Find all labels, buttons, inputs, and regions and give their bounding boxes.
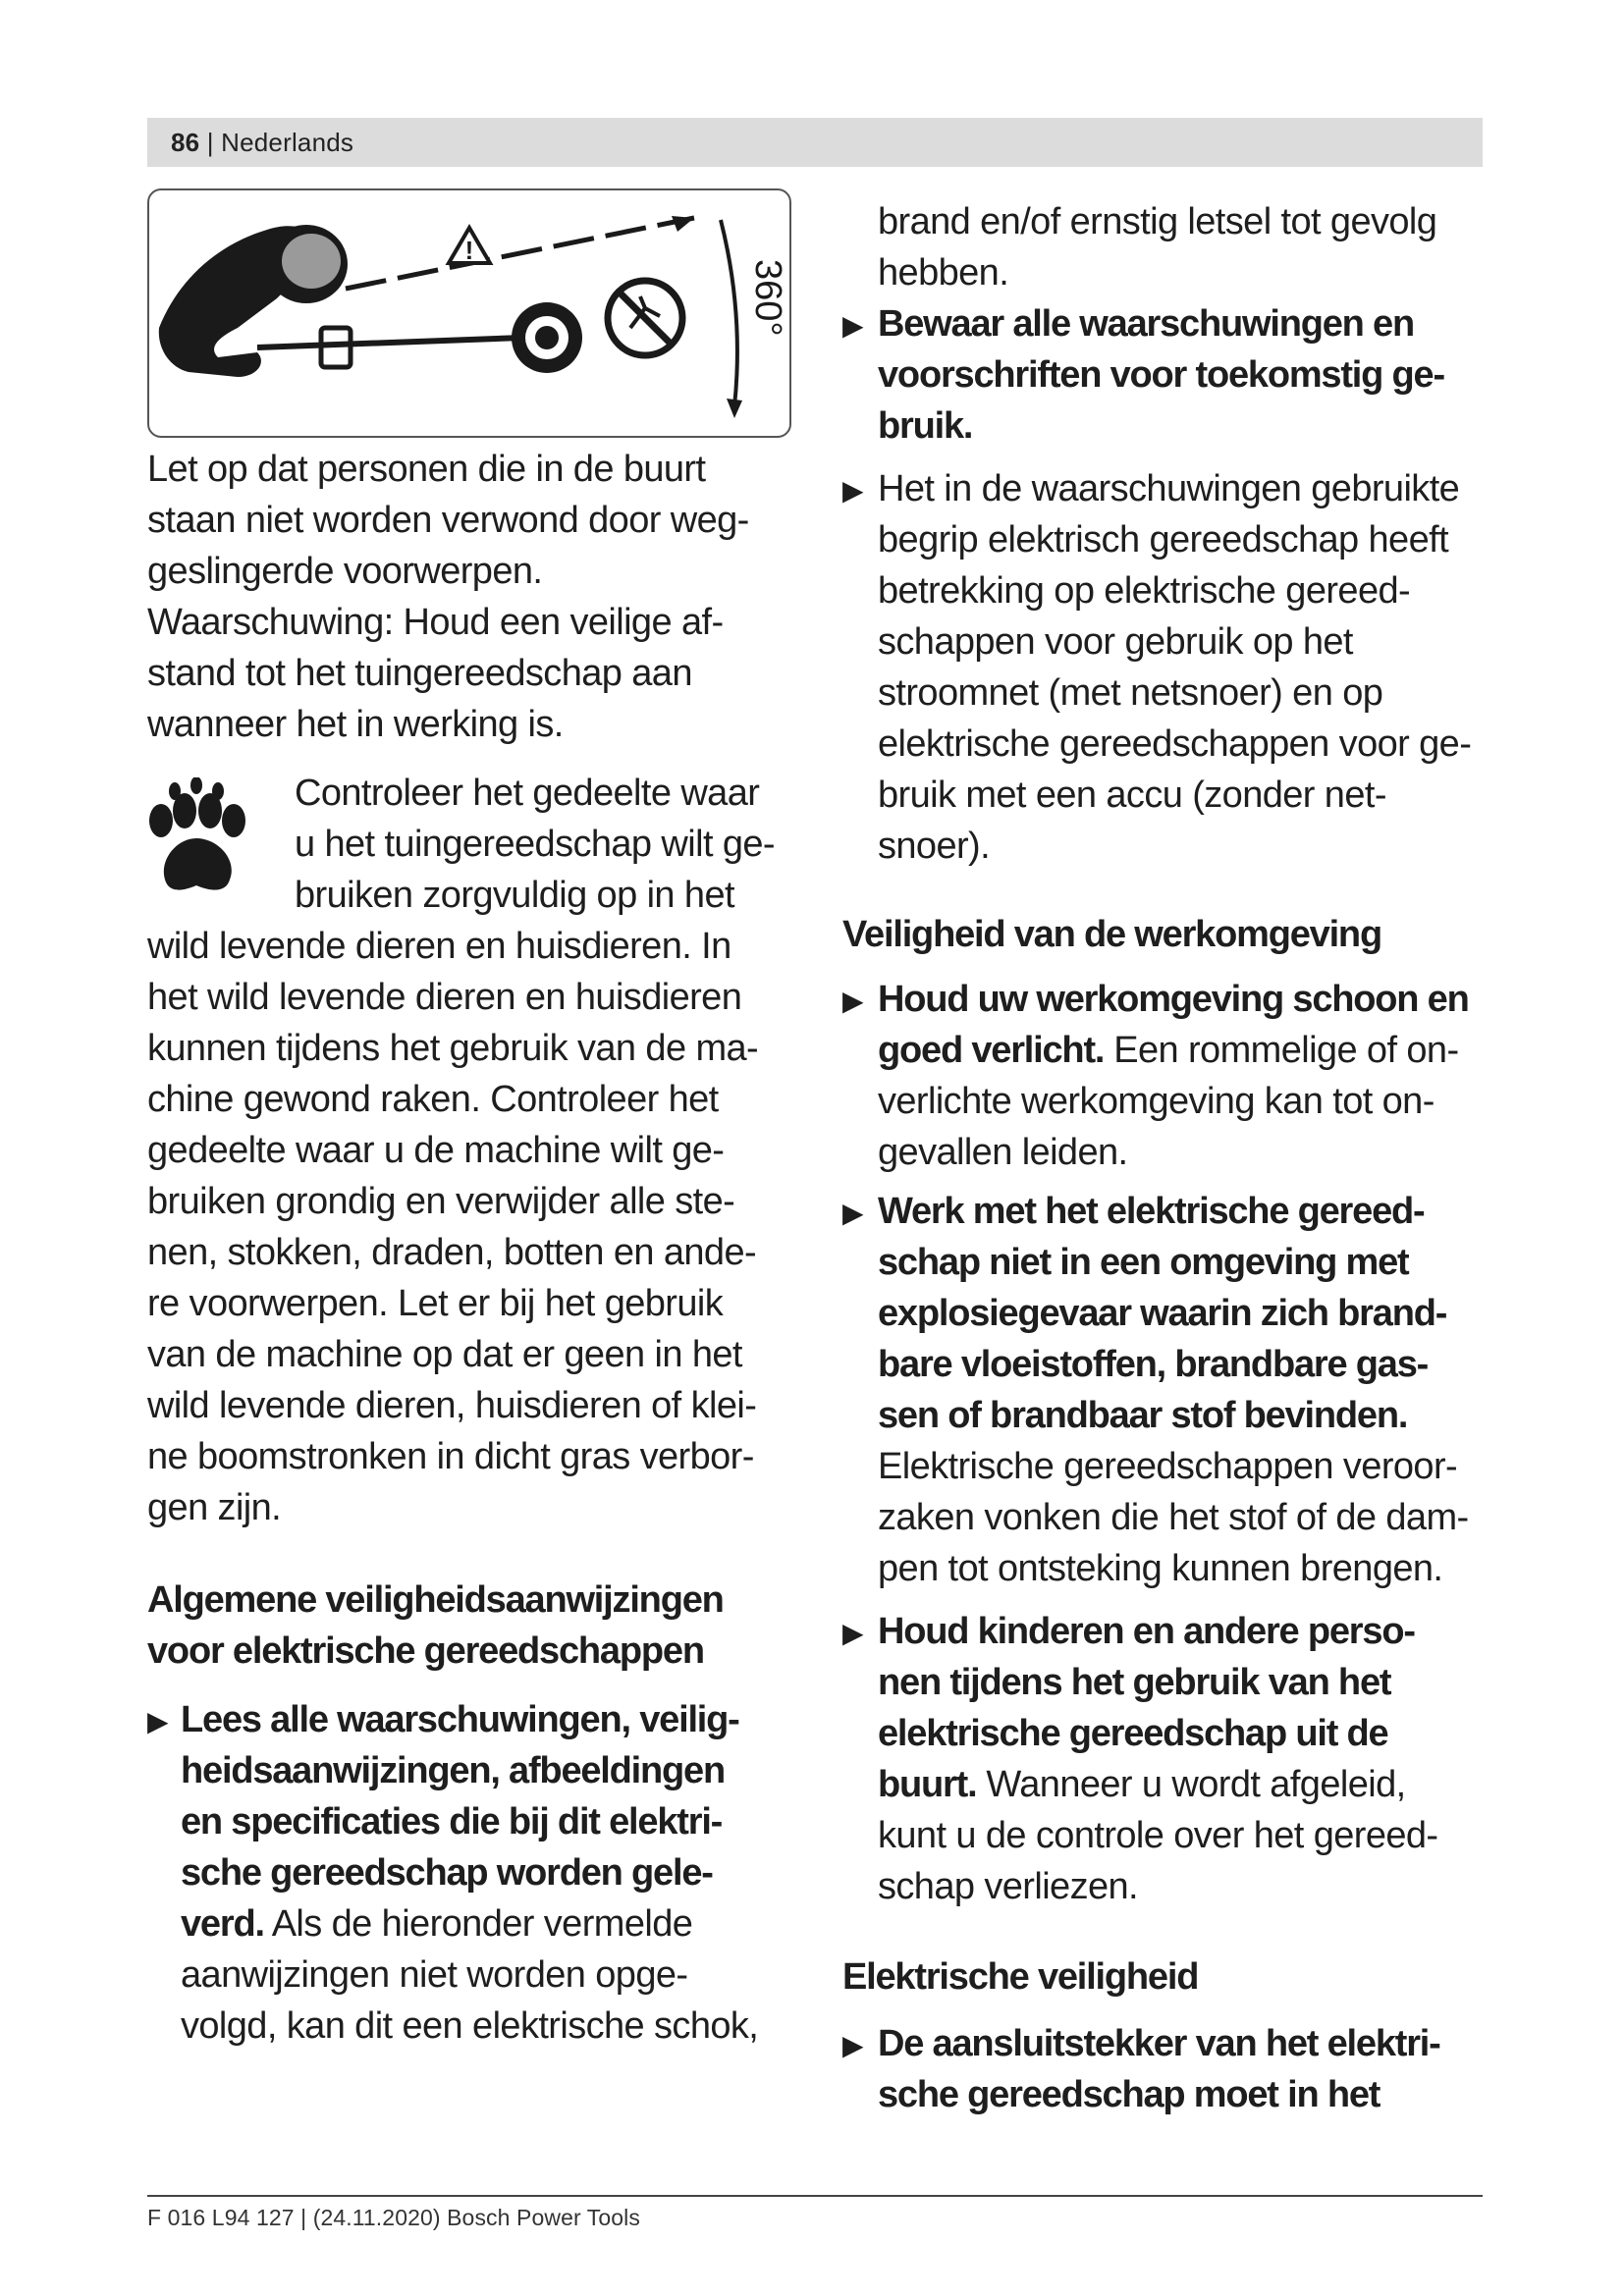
trimmer-shaft-icon	[257, 338, 522, 347]
bullet-arrow-icon: ▶	[842, 2030, 863, 2060]
section-heading-work-area: Veiligheid van de werkomgeving	[842, 914, 1381, 955]
footer-divider	[147, 2195, 1483, 2197]
visor-icon	[282, 234, 341, 289]
paw-print-icon	[147, 777, 255, 905]
bullet-explosive-environment: ▶ Werk met het elektrische gereed- schap niet in een omgeving met explosiegevaar waarin zich brand- bare vloeistoffen, brandbare gas- sen of brandbaar stof bevinden. Elektrische gereedschappen veroor- zaken vonken die het stof of de dam- pen tot ontsteking kunnen brengen.	[842, 1186, 1469, 1594]
page-number: 86	[171, 128, 200, 157]
paragraph-warning-distance: Waarschuwing: Houd een veilige af- stand tot het tuingereedschap aan wanneer het in werking is.	[147, 602, 724, 745]
bullet-arrow-icon: ▶	[842, 1618, 863, 1648]
angle-label: 360°	[747, 259, 788, 337]
bullet-clean-work-area: ▶ Houd uw werkomgeving schoon en goed verlicht. Een rommelige of on- verlichte werkomgeving kan tot on- gevallen leiden.	[842, 974, 1469, 1178]
bullet-plug-socket: ▶ De aansluitstekker van het elektri- sche gereedschap moet in het	[842, 2018, 1440, 2120]
bullet-arrow-icon: ▶	[147, 1706, 168, 1736]
safety-distance-figure	[147, 188, 791, 438]
bullet-keep-warnings: ▶ Bewaar alle waarschuwingen en voorschriften voor toekomstig ge- bruik.	[842, 298, 1444, 452]
header-separator: |	[199, 128, 222, 157]
bullet-arrow-icon: ▶	[842, 1198, 863, 1228]
bullet-arrow-icon: ▶	[842, 475, 863, 506]
continued-text: brand en/of ernstig letsel tot gevolg hebben.	[878, 201, 1437, 294]
paragraph-animals: wild levende dieren en huisdieren. In het wild levende dieren en huisdieren kunnen tijdens het gebruik van de ma- chine gewond raken. Controleer het gedeelte waar u de machine wilt ge- bruiken grondig en verwijder alle ste- nen, stokken, draden, botten en ande- re voorwerpen. Let er bij het gebruik van de machine op dat er geen in het wild levende dieren, huisdieren of klei- ne boomstronken in dicht gras verbor- gen zijn.	[147, 926, 759, 1528]
paragraph-animals-indent: Controleer het gedeelte waar u het tuingereedschap wilt ge- bruiken zorgvuldig op in het	[295, 773, 775, 916]
bullet-arrow-icon: ▶	[842, 310, 863, 341]
bullet-arrow-icon: ▶	[842, 986, 863, 1016]
bullet-term-definition: ▶ Het in de waarschuwingen gebruikte begrip elektrisch gereedschap heeft betrekking op elektrische gereed- schappen voor gebruik op het stroomnet (met netsnoer) en op elektrische gereedschappen voor ge- bruik met een accu (zonder net- snoer).	[842, 463, 1471, 872]
rotation-arc-icon	[721, 220, 737, 406]
page-footer: F 016 L94 127 | (24.11.2020) Bosch Power Tools	[147, 2205, 640, 2230]
trimmer-illustration	[149, 190, 789, 436]
bullet-keep-children-away: ▶ Houd kinderen en andere perso- nen tijdens het gebruik van het elektrische gereedschap uit de buurt. Wanneer u wordt afgeleid, kunt u de controle over het gereed- schap verliezen.	[842, 1606, 1438, 1912]
bullet-read-warnings: ▶ Lees alle waarschuwingen, veilig- heidsaanwijzingen, afbeeldingen en specificaties die bij dit elektri- sche gereedschap worden gele- verd. Als de hieronder vermelde aanwijzingen niet worden opge- volgd, kan dit een elektrische schok,	[147, 1694, 795, 2052]
section-heading-electrical-safety: Elektrische veiligheid	[842, 1956, 1199, 1998]
page-header	[147, 118, 1483, 167]
header-language: Nederlands	[221, 128, 354, 157]
paragraph-bystanders: Let op dat personen die in de buurt staan niet worden verwond door weg- geslingerde voorwerpen.	[147, 449, 749, 592]
section-heading-general-safety: Algemene veiligheidsaanwijzingen voor elektrische gereedschappen	[147, 1579, 724, 1672]
warning-symbol: !	[464, 236, 474, 265]
